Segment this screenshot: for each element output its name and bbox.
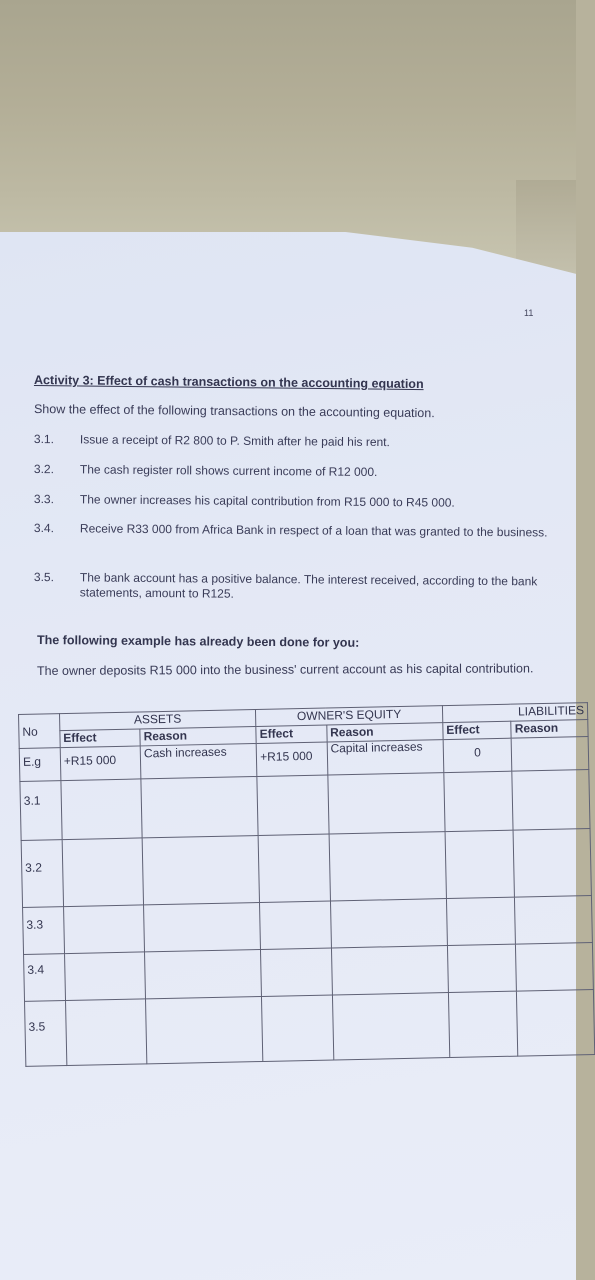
example-heading: The following example has already been done for you: <box>36 633 360 650</box>
row-number: 3.2 <box>21 840 63 908</box>
equity-effect-cell: +R15 000 <box>256 742 327 776</box>
table-row <box>25 990 595 1067</box>
equity-reason-cell: Capital increases <box>327 740 444 775</box>
liabilities-reason-header: Reason <box>511 720 588 739</box>
no-column-header: No <box>19 714 60 749</box>
transaction-text: The owner increases his capital contribution from R15 000 to R45 000. <box>79 492 455 510</box>
liabilities-header: LIABILITIES <box>442 703 588 723</box>
transaction-number: 3.1. <box>33 432 55 447</box>
liabilities-reason-cell[interactable] <box>515 896 593 945</box>
equity-reason-cell[interactable] <box>330 899 447 948</box>
assets-reason-cell[interactable] <box>145 949 262 998</box>
equity-effect-cell[interactable] <box>260 901 331 949</box>
assets-effect-cell[interactable] <box>64 952 145 1001</box>
assets-reason-cell[interactable] <box>141 777 258 838</box>
table-row <box>21 829 591 908</box>
equity-effect-cell[interactable] <box>258 834 330 902</box>
transaction-text: The bank account has a positive balance. The interest received, according to the bank statements, amount to R125. <box>79 570 538 601</box>
equity-reason-cell[interactable] <box>331 946 448 995</box>
liabilities-effect-cell[interactable] <box>445 830 515 898</box>
liabilities-effect-cell[interactable] <box>448 991 518 1057</box>
transaction-number: 3.3. <box>33 492 55 507</box>
equity-effect-header: Effect <box>256 725 327 743</box>
liabilities-reason-cell[interactable] <box>512 770 590 831</box>
equity-reason-header: Reason <box>327 723 443 742</box>
equity-effect-cell[interactable] <box>262 995 334 1061</box>
transaction-item <box>33 492 564 510</box>
equity-reason-cell[interactable] <box>332 993 449 1060</box>
transaction-item <box>33 570 564 601</box>
liabilities-effect-cell: 0 <box>443 738 512 772</box>
transaction-number: 3.5. <box>33 570 55 585</box>
equity-reason-cell[interactable] <box>329 832 446 901</box>
liabilities-reason-cell[interactable] <box>513 829 591 898</box>
row-number: 3.1 <box>20 781 62 841</box>
transaction-item <box>33 462 564 479</box>
row-number: 3.4 <box>24 954 66 1002</box>
row-number: 3.5 <box>25 1001 67 1067</box>
assets-reason-cell[interactable] <box>144 902 261 951</box>
transaction-item <box>33 521 564 540</box>
transaction-text: Issue a receipt of R2 800 to P. Smith after he paid his rent. <box>79 432 390 450</box>
activity-title: Activity 3: Effect of cash transactions on the accounting equation <box>33 373 424 392</box>
assets-effect-cell[interactable] <box>61 779 143 840</box>
liabilities-reason-cell <box>511 737 588 772</box>
assets-effect-header: Effect <box>60 729 141 748</box>
assets-effect-cell[interactable] <box>65 999 147 1066</box>
owners-equity-header: OWNER'S EQUITY <box>256 706 443 727</box>
equity-reason-cell[interactable] <box>328 773 445 834</box>
transaction-item <box>33 432 564 450</box>
assets-header: ASSETS <box>59 710 256 731</box>
liabilities-effect-cell[interactable] <box>444 771 514 831</box>
transaction-number: 3.4. <box>33 521 55 536</box>
accounting-equation-table-wrap <box>18 702 594 1034</box>
row-number: E.g <box>19 748 60 782</box>
liabilities-effect-header: Effect <box>443 721 512 739</box>
liabilities-reason-cell[interactable] <box>517 990 595 1057</box>
instruction-text: Show the effect of the following transactions on the accounting equation. <box>33 402 435 421</box>
page-number: 11 <box>524 308 534 318</box>
assets-reason-header: Reason <box>140 727 256 746</box>
equity-effect-cell[interactable] <box>257 775 329 835</box>
assets-reason-cell[interactable] <box>146 996 263 1063</box>
equity-effect-cell[interactable] <box>261 948 332 996</box>
accounting-equation-table <box>18 702 595 1067</box>
assets-reason-cell: Cash increases <box>140 744 257 779</box>
assets-effect-cell[interactable] <box>62 838 144 907</box>
transaction-text: Receive R33 000 from Africa Bank in respect of a loan that was granted to the business. <box>79 521 548 540</box>
assets-reason-cell[interactable] <box>142 835 259 904</box>
liabilities-reason-cell[interactable] <box>516 943 594 992</box>
assets-effect-cell[interactable] <box>63 905 144 954</box>
transaction-number: 3.2. <box>33 462 55 477</box>
liabilities-effect-cell[interactable] <box>447 944 517 992</box>
transaction-text: The cash register roll shows current income of R12 000. <box>79 462 378 479</box>
assets-effect-cell: +R15 000 <box>60 746 141 781</box>
liabilities-effect-cell[interactable] <box>446 897 516 945</box>
example-text: The owner deposits R15 000 into the business' current account as his capital contribution. <box>36 661 534 678</box>
row-number: 3.3 <box>23 907 65 955</box>
